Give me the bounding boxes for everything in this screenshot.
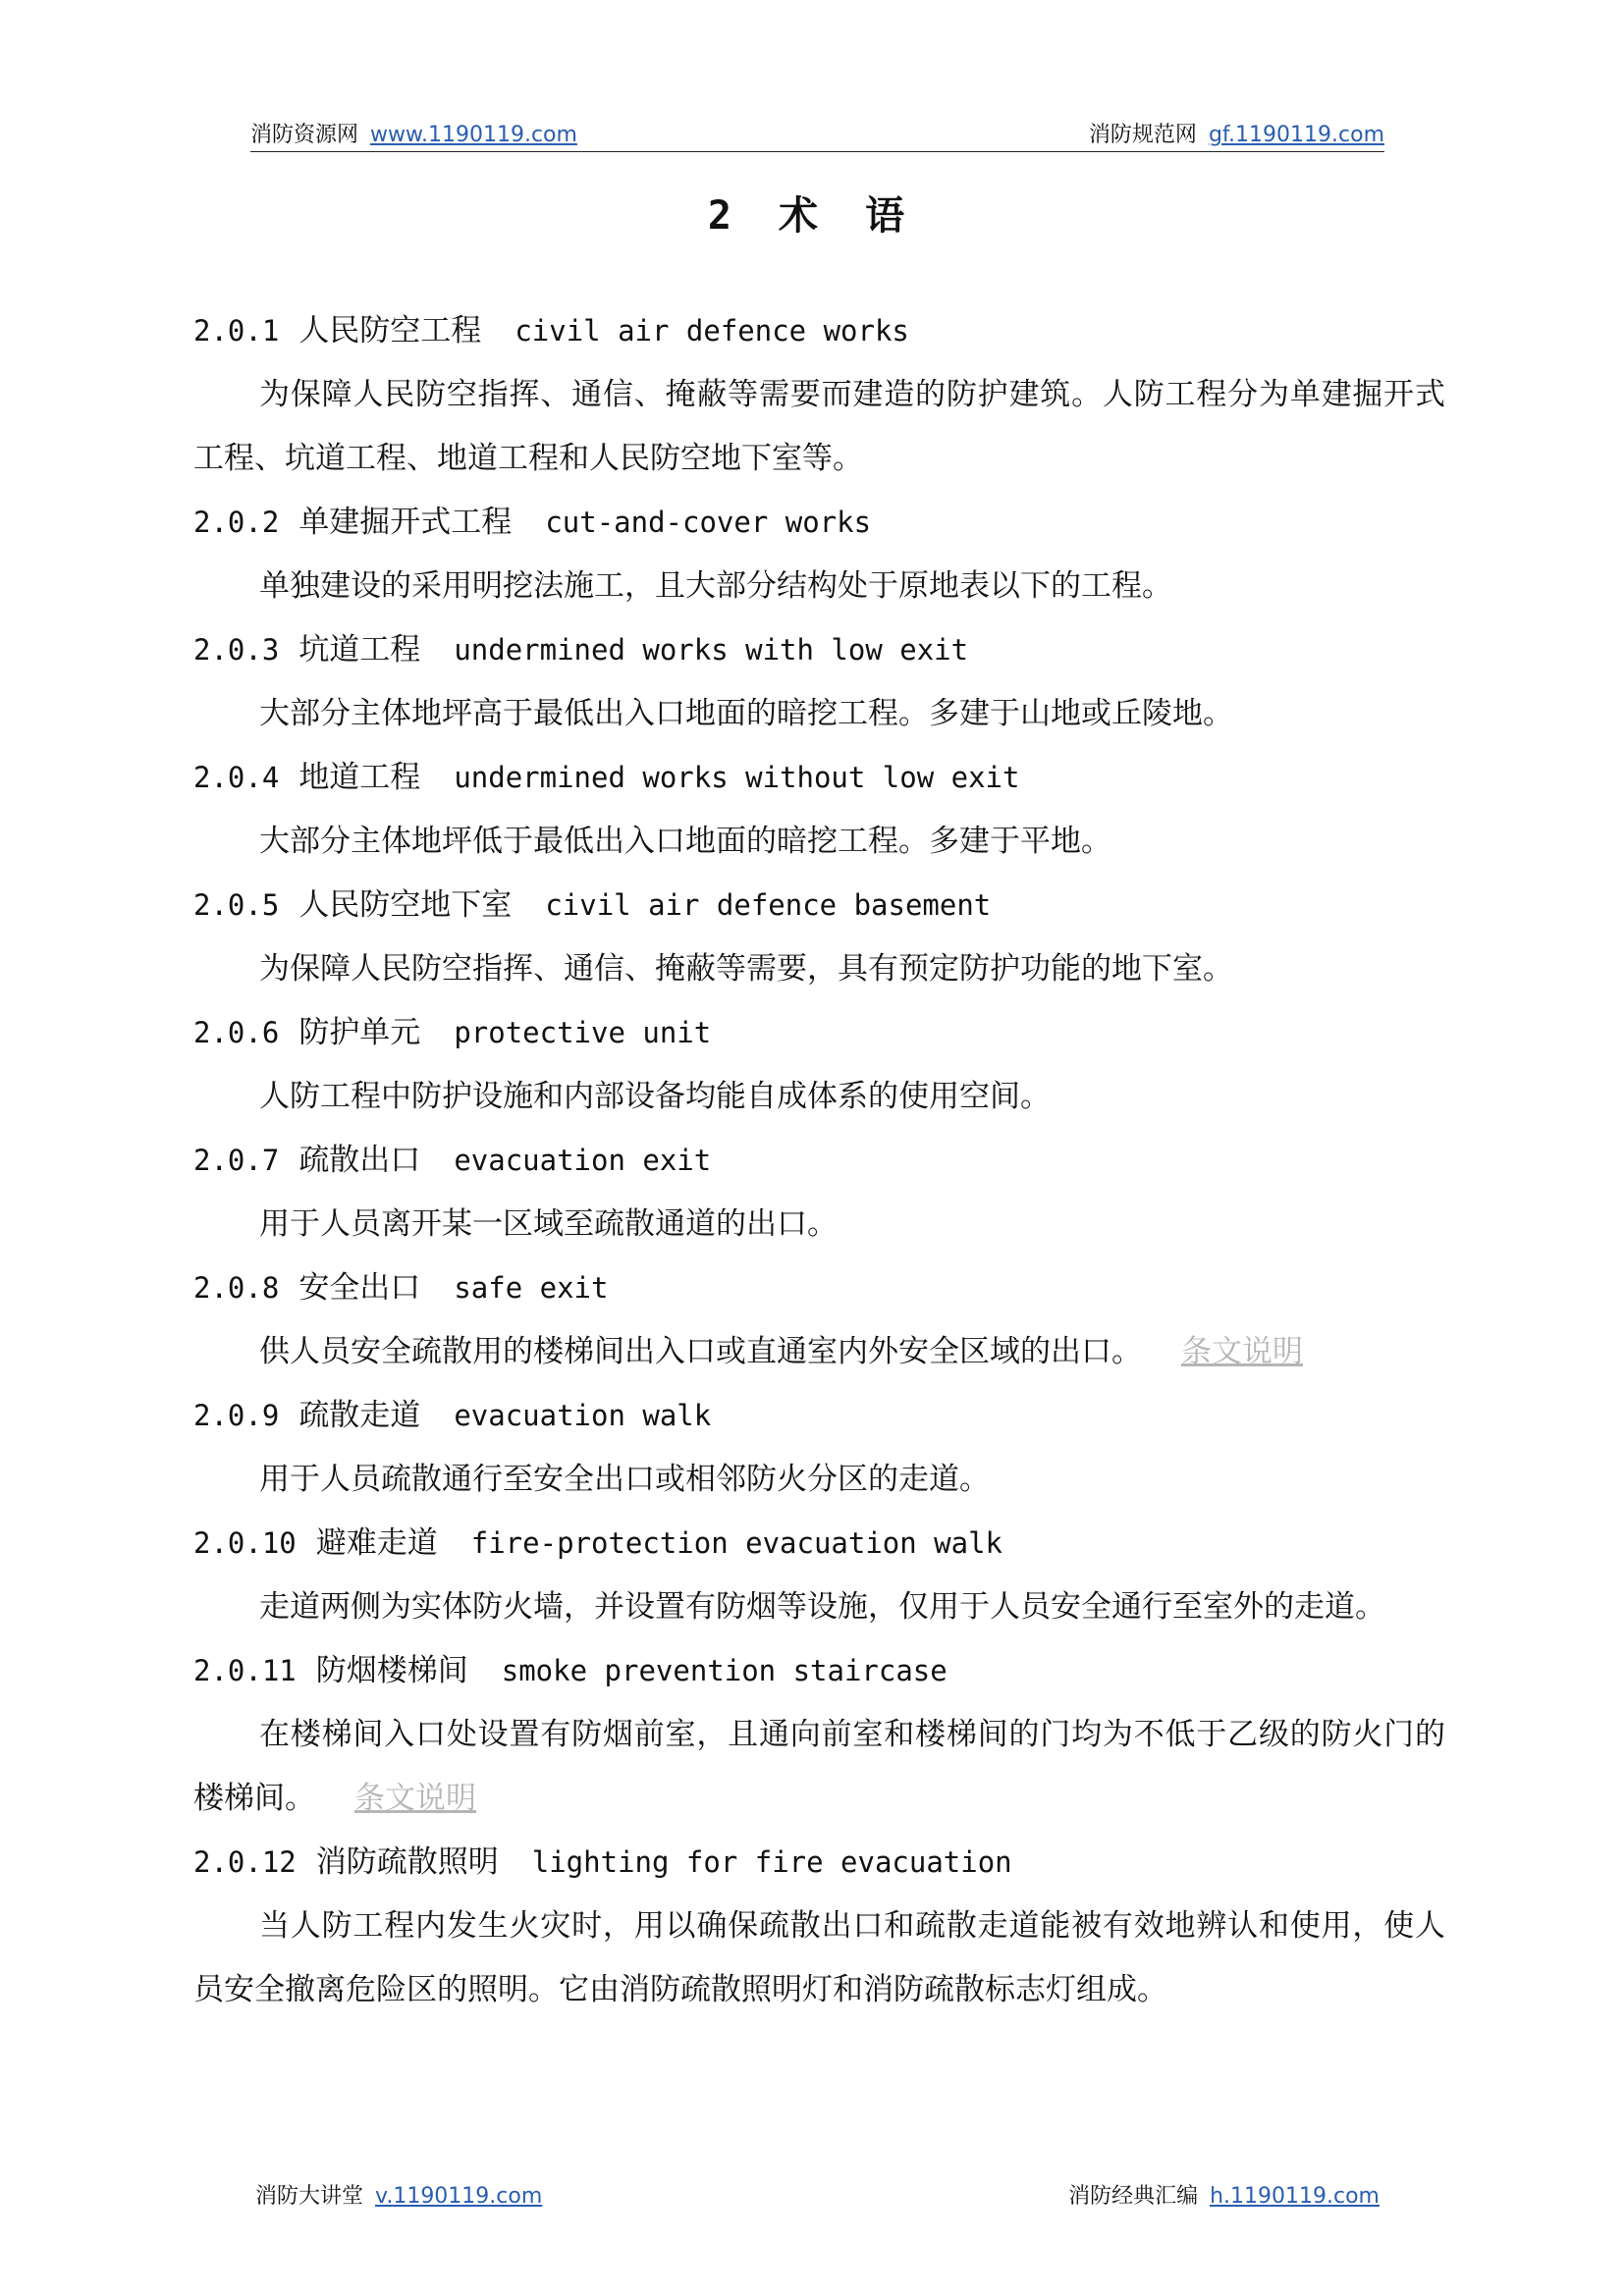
- term-definition: [193, 555, 1445, 618]
- term-chinese: 避难走道: [315, 1525, 438, 1561]
- term-heading: [193, 1256, 1445, 1320]
- term-number: 2.0.8: [193, 1271, 280, 1305]
- term-heading: [193, 874, 1445, 937]
- term-entry: [193, 491, 1445, 618]
- term-definition-text: 人防工程中防护设施和内部设备均能自成体系的使用空间。: [259, 1079, 1051, 1114]
- term-english: lighting for fire evacuation: [531, 1845, 1012, 1879]
- term-definition-text: 走道两侧为实体防火墙，并设置有防烟等设施，仅用于人员安全通行至室外的走道。: [259, 1589, 1385, 1625]
- term-chinese: 坑道工程: [298, 632, 421, 667]
- header-left: [250, 118, 577, 148]
- term-number: 2.0.1: [193, 314, 280, 347]
- term-chinese: 人民防空地下室: [298, 887, 513, 923]
- term-number: 2.0.3: [193, 633, 280, 667]
- page-footer: [250, 2177, 1384, 2213]
- term-definition: [193, 1895, 1445, 2022]
- term-entry: [193, 1384, 1445, 1512]
- term-heading: [193, 299, 1445, 363]
- term-english: civil air defence works: [514, 314, 909, 347]
- term-english: undermined works with low exit: [454, 633, 969, 667]
- term-definition-text: 单独建设的采用明挖法施工，且大部分结构处于原地表以下的工程。: [259, 568, 1172, 604]
- term-entry: [193, 1512, 1445, 1639]
- header-left-label: 消防资源网: [250, 123, 359, 147]
- term-definition-text: 用于人员离开某一区域至疏散通道的出口。: [259, 1206, 838, 1242]
- term-chinese: 防护单元: [298, 1015, 421, 1050]
- term-english: undermined works without low exit: [454, 761, 1020, 794]
- term-heading: [193, 746, 1445, 810]
- term-chinese: 疏散走道: [298, 1398, 421, 1433]
- term-heading: [193, 1001, 1445, 1065]
- term-heading: [193, 1129, 1445, 1193]
- term-english: smoke prevention staircase: [501, 1654, 947, 1687]
- term-heading: [193, 491, 1445, 555]
- clause-explanation-link[interactable]: 条文说明: [354, 1781, 476, 1816]
- term-heading: [193, 1831, 1445, 1895]
- term-number: 2.0.5: [193, 888, 280, 922]
- page-title: 2 术 语: [707, 193, 917, 239]
- header-right-link[interactable]: gf.1190119.com: [1208, 123, 1384, 147]
- term-entry: [193, 874, 1445, 1001]
- term-number: 2.0.12: [193, 1845, 297, 1879]
- terms-list: [193, 299, 1445, 2022]
- term-chinese: 人民防空工程: [298, 313, 482, 348]
- term-entry: [193, 1001, 1445, 1129]
- term-heading: [193, 1639, 1445, 1703]
- term-definition: [193, 810, 1445, 874]
- term-entry: [193, 1129, 1445, 1256]
- term-chinese: 单建掘开式工程: [298, 505, 513, 540]
- page-header: [250, 116, 1384, 152]
- term-number: 2.0.6: [193, 1016, 280, 1049]
- term-english: safe exit: [454, 1271, 609, 1305]
- term-definition: [193, 937, 1445, 1001]
- term-definition: [193, 1193, 1445, 1256]
- term-definition: [193, 1575, 1445, 1639]
- term-definition-text: 大部分主体地坪低于最低出入口地面的暗挖工程。多建于平地。: [259, 824, 1111, 859]
- term-chinese: 安全出口: [298, 1270, 421, 1306]
- term-english: protective unit: [454, 1016, 712, 1049]
- term-definition: [193, 1320, 1445, 1384]
- term-heading: [193, 1512, 1445, 1575]
- footer-right: [1068, 2179, 1380, 2210]
- clause-explanation-link[interactable]: 条文说明: [1181, 1334, 1303, 1369]
- term-chinese: 疏散出口: [298, 1143, 421, 1178]
- term-entry: [193, 1256, 1445, 1384]
- term-number: 2.0.10: [193, 1526, 297, 1560]
- footer-right-label: 消防经典汇编: [1068, 2184, 1199, 2209]
- term-definition: [193, 1448, 1445, 1512]
- term-number: 2.0.9: [193, 1399, 280, 1432]
- term-definition-text: 为保障人民防空指挥、通信、掩蔽等需要而建造的防护建筑。人防工程分为单建掘开式工程、坑道工程、地道工程和人民防空地下室等。: [193, 377, 1445, 476]
- footer-left: [255, 2179, 542, 2210]
- term-definition: [193, 363, 1445, 491]
- term-definition-text: 在楼梯间入口处设置有防烟前室，且通向前室和楼梯间的门均为不低于乙级的防火门的楼梯间。: [193, 1717, 1445, 1816]
- term-definition-text: 用于人员疏散通行至安全出口或相邻防火分区的走道。: [259, 1462, 990, 1497]
- term-definition-text: 大部分主体地坪高于最低出入口地面的暗挖工程。多建于山地或丘陵地。: [259, 696, 1233, 731]
- header-right: [1089, 118, 1384, 148]
- term-english: evacuation walk: [454, 1399, 712, 1432]
- term-entry: [193, 299, 1445, 491]
- term-definition: [193, 1065, 1445, 1129]
- term-entry: [193, 1639, 1445, 1831]
- term-definition: [193, 682, 1445, 746]
- term-definition-text: 供人员安全疏散用的楼梯间出入口或直通室内外安全区域的出口。: [259, 1334, 1142, 1369]
- term-definition-text: 当人防工程内发生火灾时，用以确保疏散出口和疏散走道能被有效地辨认和使用，使人员安全撤离危险区的照明。它由消防疏散照明灯和消防疏散标志灯组成。: [193, 1908, 1445, 2007]
- header-left-link[interactable]: www.1190119.com: [370, 123, 577, 147]
- term-chinese: 防烟楼梯间: [315, 1653, 468, 1688]
- term-number: 2.0.7: [193, 1144, 280, 1177]
- term-chinese: 地道工程: [298, 760, 421, 795]
- footer-left-link[interactable]: v.1190119.com: [375, 2184, 543, 2209]
- term-definition-text: 为保障人民防空指挥、通信、掩蔽等需要，具有预定防护功能的地下室。: [259, 951, 1233, 987]
- header-right-label: 消防规范网: [1088, 123, 1197, 147]
- term-heading: [193, 1384, 1445, 1448]
- term-number: 2.0.2: [193, 506, 280, 539]
- term-english: evacuation exit: [454, 1144, 712, 1177]
- term-english: cut-and-cover works: [545, 506, 872, 539]
- term-entry: [193, 618, 1445, 746]
- term-entry: [193, 1831, 1445, 2022]
- term-chinese: 消防疏散照明: [315, 1844, 499, 1880]
- footer-right-link[interactable]: h.1190119.com: [1210, 2184, 1380, 2209]
- term-definition: [193, 1703, 1445, 1831]
- term-english: fire-protection evacuation walk: [470, 1526, 1003, 1560]
- term-number: 2.0.4: [193, 761, 280, 794]
- term-number: 2.0.11: [193, 1654, 297, 1687]
- term-heading: [193, 618, 1445, 682]
- term-english: civil air defence basement: [545, 888, 992, 922]
- footer-left-label: 消防大讲堂: [255, 2184, 364, 2209]
- term-entry: [193, 746, 1445, 874]
